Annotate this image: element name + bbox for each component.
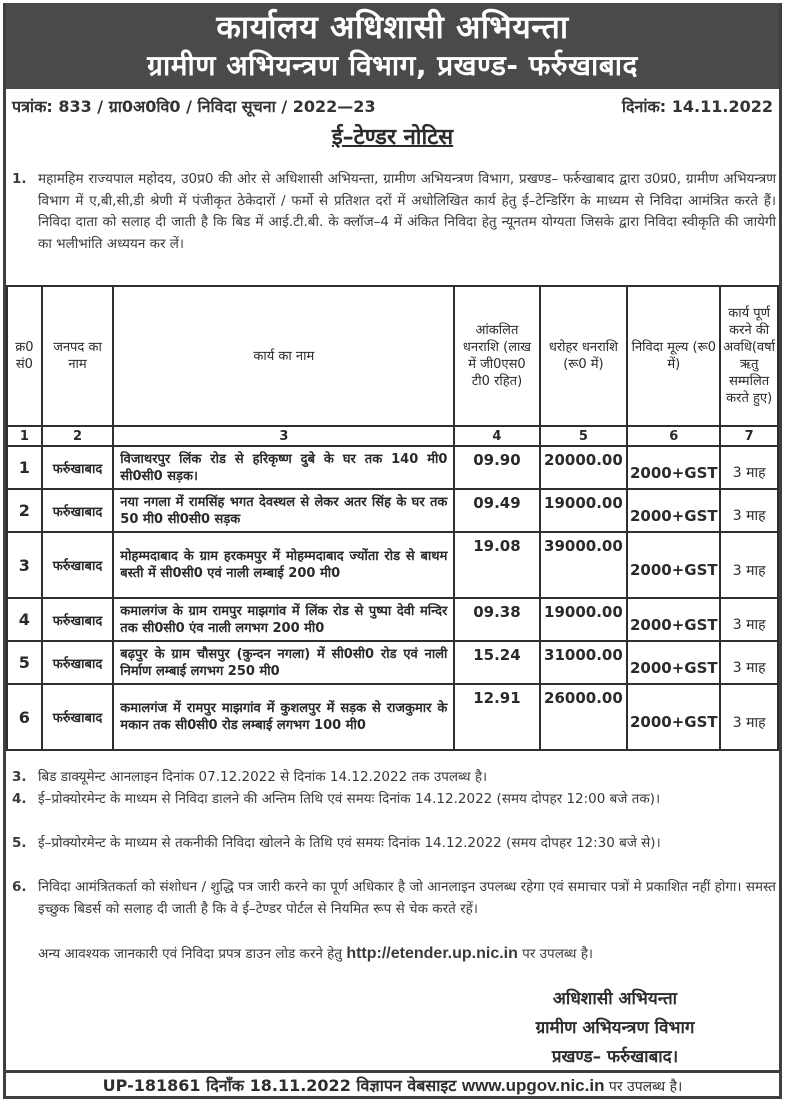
- serial-cell: 1: [7, 446, 42, 489]
- estimated-cost-cell: 19.08: [454, 532, 539, 598]
- paragraph-4: [12, 789, 776, 811]
- earnest-money-cell: 26000.00: [540, 684, 628, 750]
- estimated-cost-cell: 09.49: [454, 489, 539, 532]
- column-number: 3: [113, 426, 454, 446]
- column-number: 2: [42, 426, 114, 446]
- serial-cell: 2: [7, 489, 42, 532]
- duration-cell: 3 माह: [720, 598, 778, 641]
- tender-fee-cell: 2000+GST: [627, 684, 720, 750]
- etender-portal-link[interactable]: http://etender.up.nic.in: [346, 945, 518, 962]
- earnest-money-cell: 19000.00: [540, 489, 628, 532]
- paragraph-1: [12, 169, 776, 255]
- col-header-serial: क्र0 सं0: [7, 286, 42, 426]
- paragraph-text: बिड डाक्यूमेन्ट आनलाइन दिनांक 07.12.2022 से दिनांक 14.12.2022 तक उपलब्ध है।: [38, 769, 488, 785]
- duration-cell: 3 माह: [720, 446, 778, 489]
- tender-notice-sheet: [3, 3, 782, 1099]
- table-row: [7, 489, 778, 532]
- signature-block: [485, 985, 745, 1072]
- tender-fee-cell: 2000+GST: [627, 532, 720, 598]
- tender-works-table: [6, 285, 779, 751]
- col-header-tender-fee: निविदा मूल्य (रू0 में): [627, 286, 720, 426]
- work-name-cell: कमालगंज में रामपुर माझगांव में कुशलपुर में सड़क से राजकुमार के मकान तक सी0सी0 रोड लम्बाई लगभग 100 मी0: [113, 684, 454, 750]
- signatory-title: अधिशासी अभियन्ता: [552, 989, 678, 1009]
- work-name-cell: नया नगला में रामसिंह भगत देवस्थल से लेकर अतर सिंह के घर तक 50 मी0 सी0सी0 सड़क: [113, 489, 454, 532]
- paragraph-text: ई–प्रोक्योरमेन्ट के माध्यम से निविदा डालने की अन्तिम तिथि एवं समयः दिनांक 14.12.2022 (समय दोपहर 12:00 बजे तक)।: [38, 791, 661, 807]
- col-header-completion-period: कार्य पूर्ण करने की अवधि(वर्षा ऋतु सम्मलित करते हुए): [720, 286, 778, 426]
- tender-fee-cell: 2000+GST: [627, 598, 720, 641]
- column-number: 1: [7, 426, 42, 446]
- paragraph-text: [12, 943, 776, 966]
- work-name-cell: बढ़पुर के ग्राम चौसपुर (कुन्दन नगला) में सी0सी0 रोड एवं नाली निर्माण लम्बाई लगभग 250 मी0: [113, 641, 454, 684]
- tender-fee-cell: 2000+GST: [627, 446, 720, 489]
- footer-prefix: UP-181861 दिनाँक 18.11.2022 विज्ञापन वेबसाइट: [102, 1076, 462, 1095]
- notice-date: दिनांक: 14.11.2022: [621, 97, 773, 116]
- paragraph-number: 6.: [12, 879, 27, 895]
- duration-cell: 3 माह: [720, 532, 778, 598]
- download-info-suffix: पर उपलब्ध है।: [517, 946, 593, 962]
- duration-cell: 3 माह: [720, 489, 778, 532]
- footer-suffix: पर उपलब्ध है।: [604, 1079, 683, 1095]
- notice-title-text: ई–टेण्डर नोटिस: [331, 125, 454, 150]
- paragraph-text: निविदा आमंत्रितकर्ता को संशोधन / शुद्धि पत्र जारी करने का पूर्ण अधिकार है जो आनलाइन उपलब्ध रहेगा एवं समाचार पत्रों मे प्रकाशित नहीं होगा। समस्त इच्छुक बिडर्स को सलाह दी जाती है कि वे ई–टेण्डर पोर्टल से नियमित रूप से चेक करते रहें।: [38, 879, 776, 917]
- column-number: 5: [540, 426, 628, 446]
- tender-fee-cell: 2000+GST: [627, 641, 720, 684]
- signatory-division: प्रखण्ड– फर्रुखाबाद।: [551, 1047, 679, 1067]
- paragraph-number: 5.: [12, 835, 27, 851]
- district-cell: फर्रुखाबाद: [42, 532, 114, 598]
- duration-cell: 3 माह: [720, 684, 778, 750]
- paragraph-download-info: [12, 943, 776, 966]
- earnest-money-cell: 19000.00: [540, 598, 628, 641]
- district-cell: फर्रुखाबाद: [42, 489, 114, 532]
- district-cell: फर्रुखाबाद: [42, 598, 114, 641]
- paragraph-number: 4.: [12, 791, 27, 807]
- paragraph-6: [12, 877, 776, 920]
- earnest-money-cell: 31000.00: [540, 641, 628, 684]
- paragraph-number: 1.: [12, 171, 27, 187]
- col-header-work-name: कार्य का नाम: [113, 286, 454, 426]
- district-cell: फर्रुखाबाद: [42, 684, 114, 750]
- serial-cell: 5: [7, 641, 42, 684]
- tender-fee-cell: 2000+GST: [627, 489, 720, 532]
- table-row: [7, 684, 778, 750]
- column-number: 7: [720, 426, 778, 446]
- col-header-district: जनपद का नाम: [42, 286, 114, 426]
- upgov-website-link[interactable]: www.upgov.nic.in: [461, 1076, 605, 1095]
- column-number: 6: [627, 426, 720, 446]
- notice-title: [6, 121, 779, 151]
- download-info-prefix: अन्य आवश्यक जानकारी एवं निविदा प्रपत्र डाउन लोड करने हेतु: [38, 946, 347, 962]
- work-name-cell: कमालगंज के ग्राम रामपुर माझगांव में लिंक रोड से पुष्पा देवी मन्दिर तक सी0सी0 एंव नाली लगभग 200 मी0: [113, 598, 454, 641]
- estimated-cost-cell: 09.90: [454, 446, 539, 489]
- work-name-cell: मोहम्मदाबाद के ग्राम हरकमपुर में मोहम्मदाबाद ज्योंता रोड से बाथम बस्ती में सी0सी0 एवं नाली लम्बाई 200 मी0: [113, 532, 454, 598]
- table-row: [7, 598, 778, 641]
- serial-cell: 3: [7, 532, 42, 598]
- paragraph-5: [12, 833, 776, 855]
- col-header-earnest-money: धरोहर धनराशि (रू0 में): [540, 286, 628, 426]
- serial-cell: 4: [7, 598, 42, 641]
- department-title: ग्रामीण अभियन्त्रण विभाग, प्रखण्ड- फर्रुखाबाद: [147, 49, 638, 82]
- district-cell: फर्रुखाबाद: [42, 641, 114, 684]
- col-header-estimated-cost: आंकलित धनराशि (लाख में जी0एस0 टी0 रहित): [454, 286, 539, 426]
- table-row: [7, 446, 778, 489]
- table-row: [7, 532, 778, 598]
- earnest-money-cell: 39000.00: [540, 532, 628, 598]
- estimated-cost-cell: 12.91: [454, 684, 539, 750]
- district-cell: फर्रुखाबाद: [42, 446, 114, 489]
- table-header-row: [7, 286, 778, 426]
- earnest-money-cell: 20000.00: [540, 446, 628, 489]
- paragraph-text: महामहिम राज्यपाल महोदय, उ0प्र0 की ओर से अधिशासी अभियन्ता, ग्रामीण अभियन्त्रण विभाग, प्रखण्ड– फर्रुखाबाद द्वारा उ0प्र0, ग्रामीण अभियन्त्रण विभाग में ए,बी,सी,डी श्रेणी में पंजीकृत ठेकेदारों / फर्मो से प्रतिशत दरों में अधोलिखित कार्य हेतु ई–टेन्डिरिंग के माध्यम से निविदा आमंत्रित करते हैं। निविदा दाता को सलाह दी जाती है कि बिड में आई.टी.बी. के क्लॉज–4 में अंकित निविदा हेतु न्यूनतम योग्यता जिसके द्वारा निविदा स्वीकृति की जायेगी का भलीभांति अध्ययन कर लें।: [38, 171, 776, 252]
- office-title: कार्यालय अधिशासी अभियन्ता: [216, 8, 569, 46]
- paragraph-text: ई–प्रोक्योरमेन्ट के माध्यम से तकनीकी निविदा खोलने के तिथि एवं समयः दिनांक 14.12.2022 (समय दोपहर 12:30 बजे से)।: [38, 835, 661, 851]
- reference-row: [6, 95, 779, 121]
- estimated-cost-cell: 09.38: [454, 598, 539, 641]
- duration-cell: 3 माह: [720, 641, 778, 684]
- estimated-cost-cell: 15.24: [454, 641, 539, 684]
- reference-number: पत्रांक: 833 / ग्रा0अ0वि0 / निविदा सूचना / 2022—23: [12, 97, 376, 116]
- paragraph-3: [12, 767, 776, 789]
- signatory-department: ग्रामीण अभियन्त्रण विभाग: [535, 1018, 695, 1038]
- work-name-cell: विजाथरपुर लिंक रोड से हरिकृष्ण दुबे के घर तक 140 मी0 सी0सी0 सड़क।: [113, 446, 454, 489]
- column-number-row: [7, 426, 778, 446]
- column-number: 4: [454, 426, 539, 446]
- serial-cell: 6: [7, 684, 42, 750]
- table-row: [7, 641, 778, 684]
- header-banner: [6, 3, 779, 89]
- footer-bar: [6, 1070, 779, 1099]
- paragraph-number: 3.: [12, 769, 27, 785]
